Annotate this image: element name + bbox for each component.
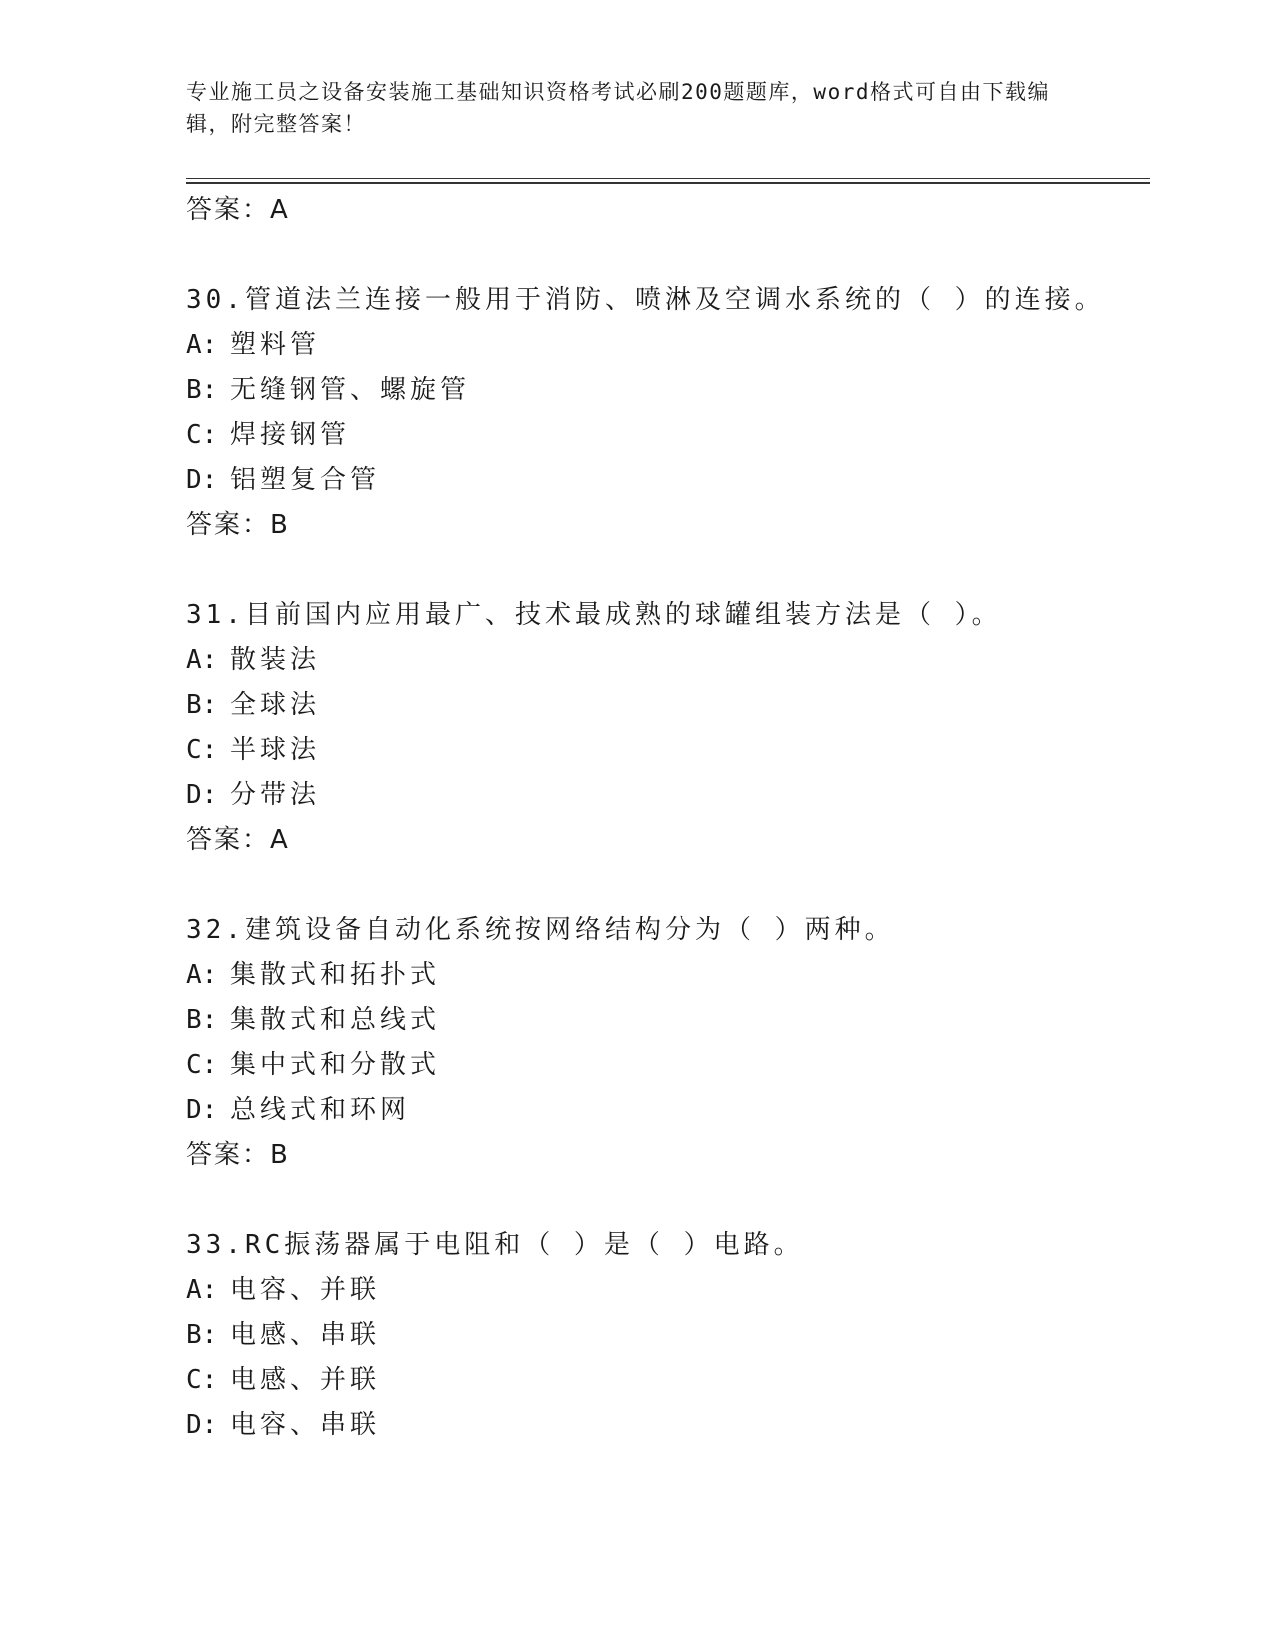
option-text: 半球法 <box>230 735 321 765</box>
option-key: B: <box>186 1320 218 1350</box>
option-text: 电容、串联 <box>230 1410 381 1440</box>
header-divider-thin <box>186 178 1150 179</box>
option-b <box>186 1313 1146 1358</box>
question-text: 32.建筑设备自动化系统按网络结构分为（ ）两种。 <box>186 915 895 945</box>
question-block <box>186 593 1146 863</box>
option-text: 铝塑复合管 <box>230 465 381 495</box>
question-text: 31.目前国内应用最广、技术最成熟的球罐组装方法是（ ）。 <box>186 600 1002 630</box>
option-key: A: <box>186 1275 218 1305</box>
option-text: 电容、并联 <box>230 1275 381 1305</box>
question-list <box>186 188 1146 1448</box>
option-a <box>186 638 1146 683</box>
option-text: 集散式和拓扑式 <box>230 960 441 990</box>
option-key: D: <box>186 1410 218 1440</box>
option-c <box>186 1358 1146 1403</box>
option-d <box>186 458 1146 503</box>
option-d <box>186 1403 1146 1448</box>
option-key: B: <box>186 375 218 405</box>
answer-line: 答案：B <box>186 1140 290 1170</box>
option-key: D: <box>186 780 218 810</box>
option-key: C: <box>186 420 218 450</box>
option-key: C: <box>186 735 218 765</box>
option-a <box>186 323 1146 368</box>
option-text: 分带法 <box>230 780 321 810</box>
header-divider-thick <box>186 182 1150 184</box>
option-key: B: <box>186 1005 218 1035</box>
option-key: B: <box>186 690 218 720</box>
option-d <box>186 773 1146 818</box>
question-block <box>186 908 1146 1178</box>
option-text: 总线式和环网 <box>230 1095 411 1125</box>
option-text: 电感、并联 <box>230 1365 381 1395</box>
question-text: 30.管道法兰连接一般用于消防、喷淋及空调水系统的（ ）的连接。 <box>186 285 1105 315</box>
option-text: 全球法 <box>230 690 321 720</box>
option-a <box>186 953 1146 998</box>
option-text: 集散式和总线式 <box>230 1005 441 1035</box>
answer-line: 答案：B <box>186 510 290 540</box>
document-header: 专业施工员之设备安装施工基础知识资格考试必刷200题题库，word格式可自由下载编辑，附完整答案！ <box>186 80 1050 136</box>
option-text: 散装法 <box>230 645 321 675</box>
option-b <box>186 998 1146 1043</box>
option-c <box>186 728 1146 773</box>
option-key: A: <box>186 960 218 990</box>
option-b <box>186 368 1146 413</box>
option-key: A: <box>186 645 218 675</box>
option-key: D: <box>186 465 218 495</box>
option-text: 塑料管 <box>230 330 321 360</box>
option-key: A: <box>186 330 218 360</box>
question-block <box>186 1223 1146 1448</box>
option-a <box>186 1268 1146 1313</box>
answer-line: 答案：A <box>186 825 290 855</box>
option-key: D: <box>186 1095 218 1125</box>
option-text: 电感、串联 <box>230 1320 381 1350</box>
option-c <box>186 413 1146 458</box>
option-key: C: <box>186 1365 218 1395</box>
option-text: 无缝钢管、螺旋管 <box>230 375 471 405</box>
option-d <box>186 1088 1146 1133</box>
question-block <box>186 278 1146 548</box>
option-key: C: <box>186 1050 218 1080</box>
option-c <box>186 1043 1146 1088</box>
option-b <box>186 683 1146 728</box>
question-text: 33.RC振荡器属于电阻和（ ）是（ ）电路。 <box>186 1230 804 1260</box>
answer-line: 答案：A <box>186 195 290 225</box>
option-text: 焊接钢管 <box>230 420 351 450</box>
option-text: 集中式和分散式 <box>230 1050 441 1080</box>
